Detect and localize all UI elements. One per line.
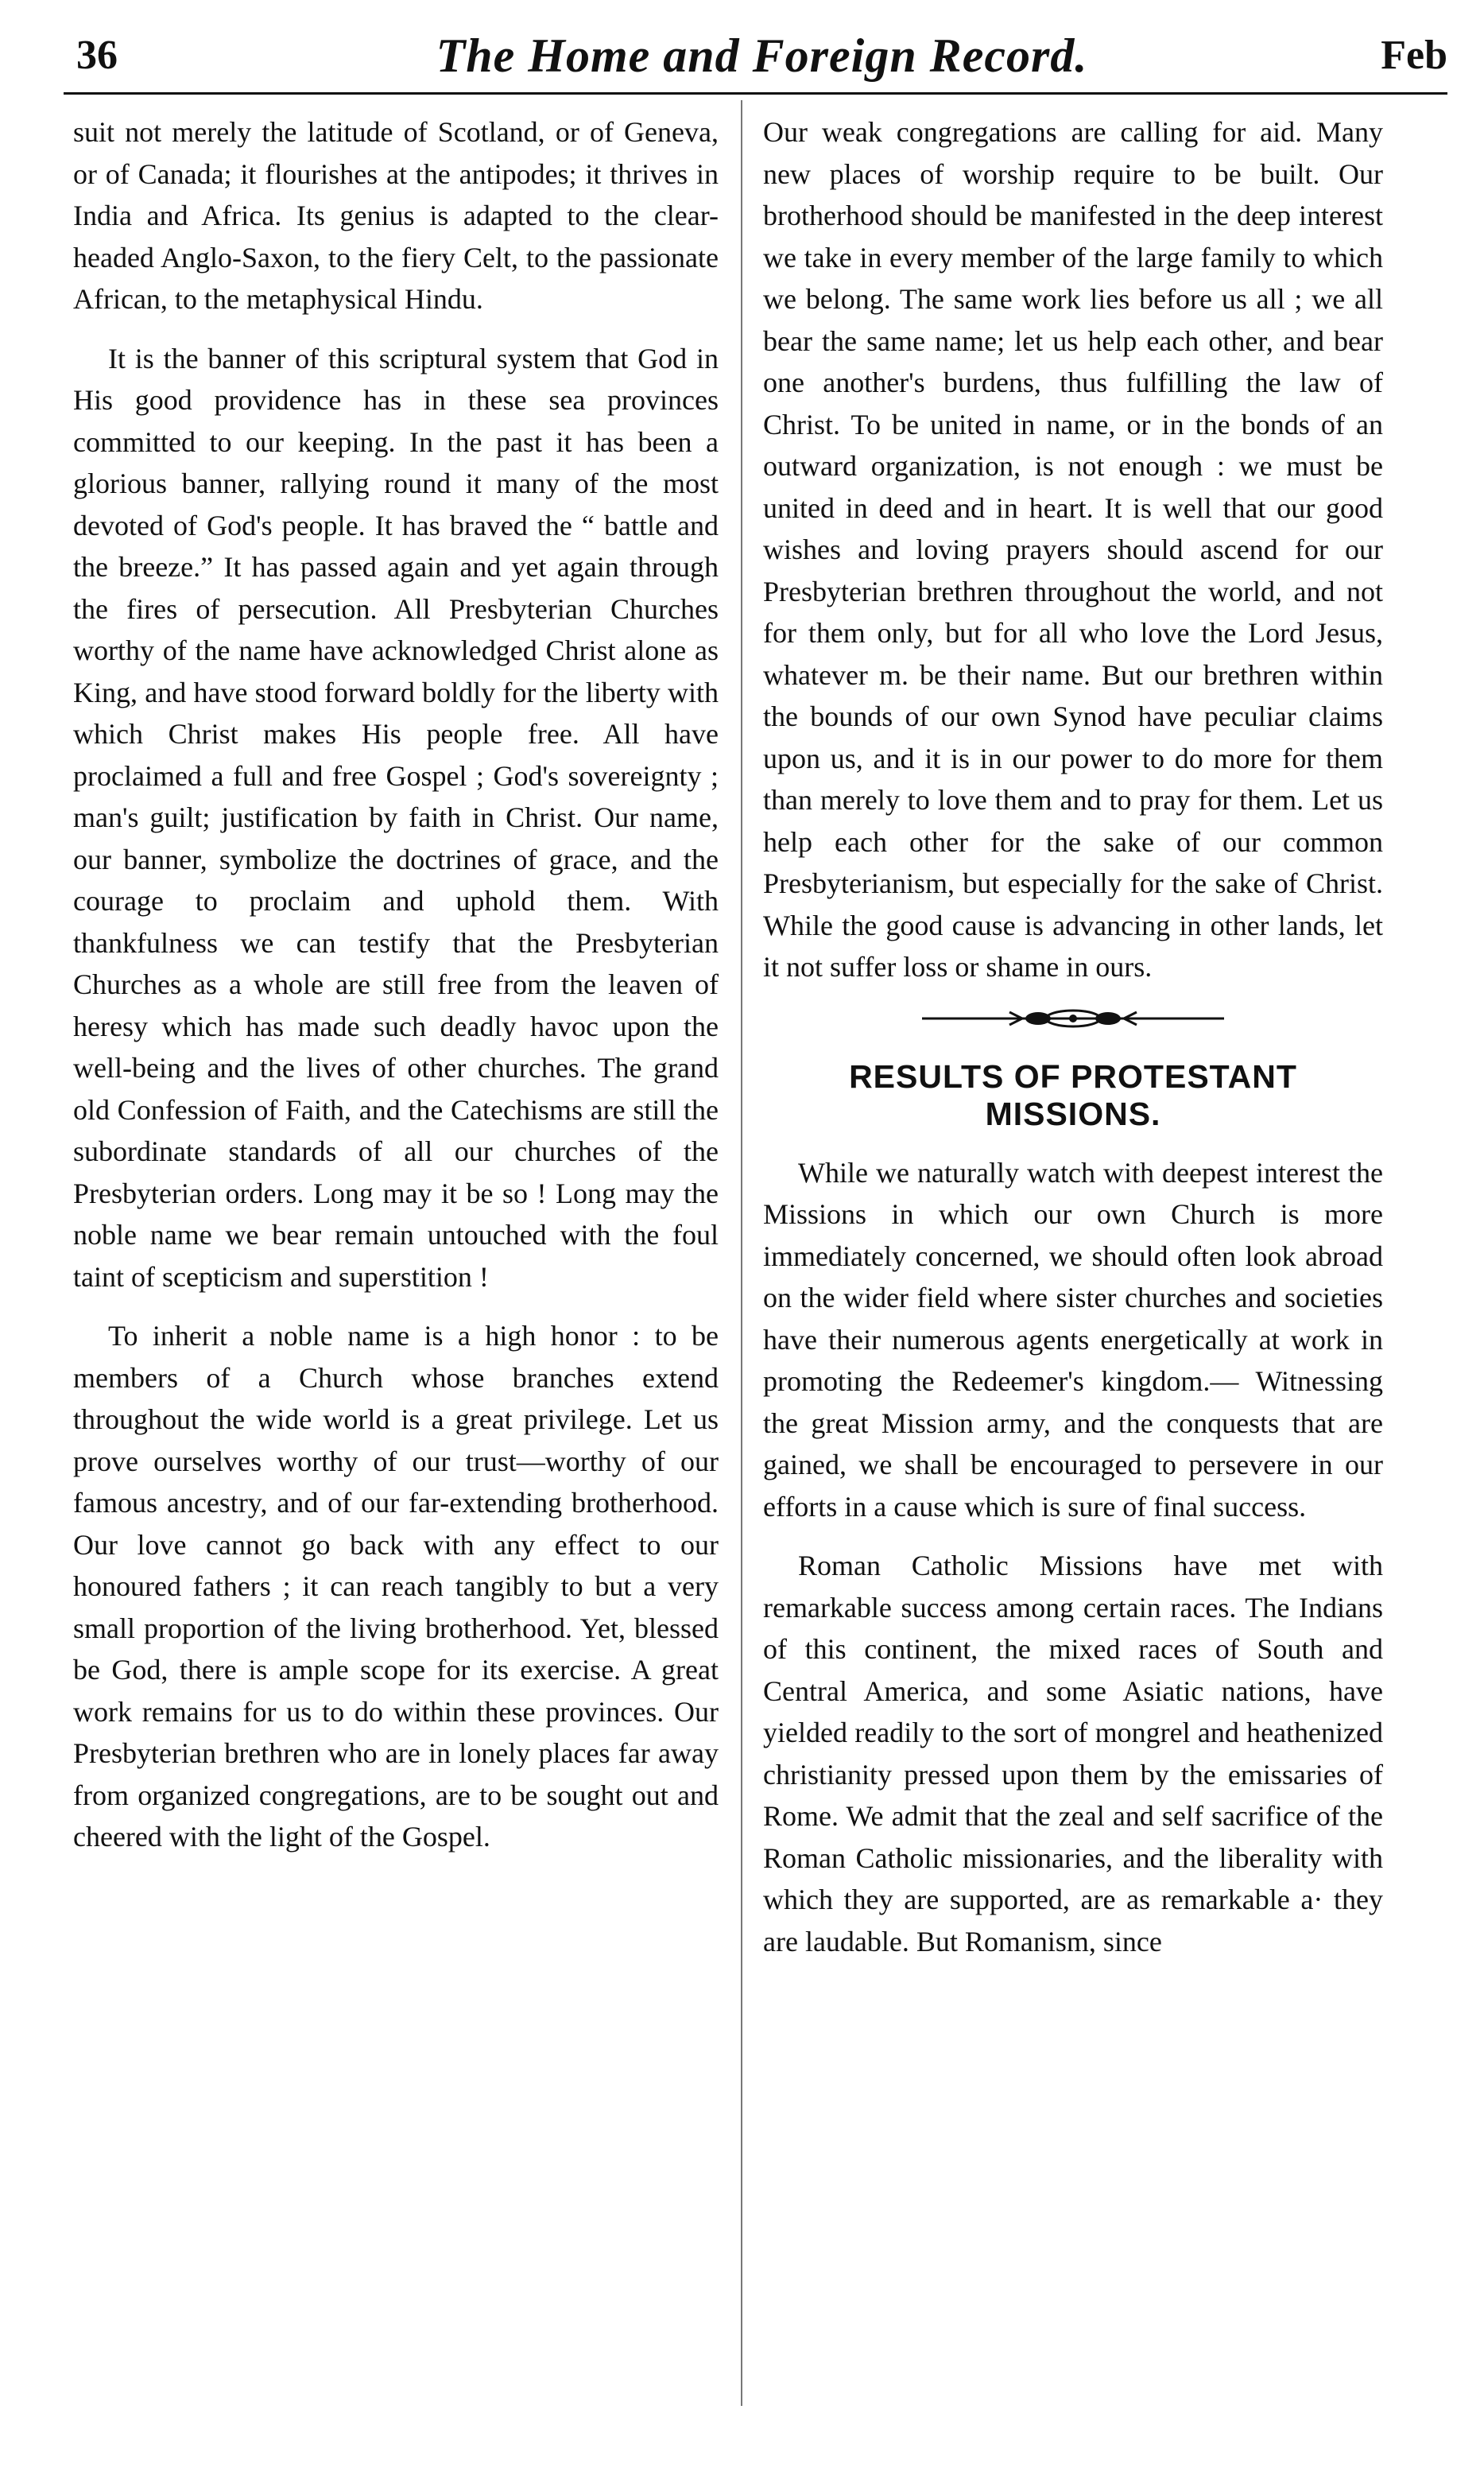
page-number: 36 bbox=[76, 33, 118, 78]
paragraph: It is the banner of this scriptural system that God in His good providence has in these sea provinces committed to our keeping. In the past it has been a glorious banner, rallying round it many of the most devoted of God's people. It has braved the “ battle and the breeze.” It has passed again and yet again through the fires of persecution. All Presbyterian Churches worthy of the name have acknowledged Christ alone as King, and have stood forward boldly for the liberty with which Christ makes His people free. All have proclaimed a full and free Gospel ; God's sovereignty ; man's guilt; justification by faith in Christ. Our name, our banner, symbolize the doctrines of grace, and the courage to proclaim and uphold them. With thankfulness we can testify that the Presbyterian Churches as a whole are still free from the leaven of heresy which has made such deadly havoc upon the well-being and the lives of other churches. The grand old Confession of Faith, and the Catechisms are still the subordinate standards of all our churches of the Presbyterian orders. Long may it be so ! Long may the noble name we bear remain untouched with the foul taint of scepticism and superstition ! bbox=[73, 342, 719, 1293]
paragraph: Our weak congregations are calling for aid. Many new places of worship require to be built. Our brotherhood should be manifested in the deep interest we take in every member of the large family to which we belong. The same work lies before us all ; we all bear the same name; let us help each other, and bear one another's burdens, thus fulfilling the law of Christ. To be united in name, or in the bonds of an outward organization, is not enough : we must be united in deed and in heart. It is well that our good wishes and loving prayers should ascend for our Presbyterian brethren throughout the world, and not for them only, but for all who love the Lord Jesus, whatever m. be their name. But our brethren within the bounds of our own Synod have peculiar claims upon us, and it is in our power to do more for them than merely to love them and to pray for them. Let us help each other for the sake of our common Presbyterianism, but especially for the sake of Christ. While the good cause is advancing in other lands, let it not suffer loss or shame in ours. bbox=[763, 116, 1383, 983]
paragraph: Roman Catholic Missions have met with remarkable success among certain races. The Indians of this continent, the mixed races of South and Central America, and some Asiatic nations, have yielded readily to the sort of mongrel and heathenized christianity pressed upon them by the emissaries of Rome. We admit that the zeal and self sacrifice of the Roman Catholic missionaries, and the liberality with which they are supported, are as remarkable a· they are laudable. But Romanism, since bbox=[763, 1550, 1383, 1957]
running-header bbox=[76, 29, 1447, 108]
issue-month: Feb bbox=[1381, 33, 1447, 78]
publication-title: The Home and Foreign Record. bbox=[436, 29, 1088, 82]
paragraph: To inherit a noble name is a high honor : to be members of a Church whose branches extend throughout the wide world is a great privilege. Let us prove ourselves worthy of our trust—worthy of our famous ancestry, and of our far-extending brotherhood. Our love cannot go back with any effect to our honoured fathers ; it can reach tangibly to but a very small proportion of the living brotherhood. Yet, blessed be God, there is ample scope for its exercise. A great work remains for us to do within these provinces. Our Presbyterian brethren who are in lonely places far away from organized congregations, are to be sought out and cheered with the light of the Gospel. bbox=[73, 1320, 719, 1853]
paragraph: suit not merely the latitude of Scotland, or of Geneva, or of Canada; it flourishes at the antipodes; it thrives in India and Africa. Its genius is adapted to the clear-headed Anglo-Saxon, to the fiery Celt, to the passionate African, to the metaphysical Hindu. bbox=[73, 116, 719, 315]
section-heading: RESULTS OF PROTESTANT MISSIONS. bbox=[849, 1057, 1297, 1132]
header-rule bbox=[64, 92, 1447, 95]
right-column bbox=[763, 111, 1383, 1980]
column-divider bbox=[741, 100, 742, 2406]
ornament-divider-icon bbox=[914, 1006, 1232, 1031]
paragraph: While we naturally watch with deepest interest the Missions in which our own Church is more immediately concerned, we should often look abroad on the wider field where sister churches and societies have their numerous agents energetically at work in promoting the Redeemer's kingdom.— Witnessing the great Mission army, and the conquests that are gained, we shall be encouraged to persevere in our efforts in a cause which is sure of final success. bbox=[763, 1156, 1383, 1523]
left-column bbox=[73, 111, 719, 1876]
